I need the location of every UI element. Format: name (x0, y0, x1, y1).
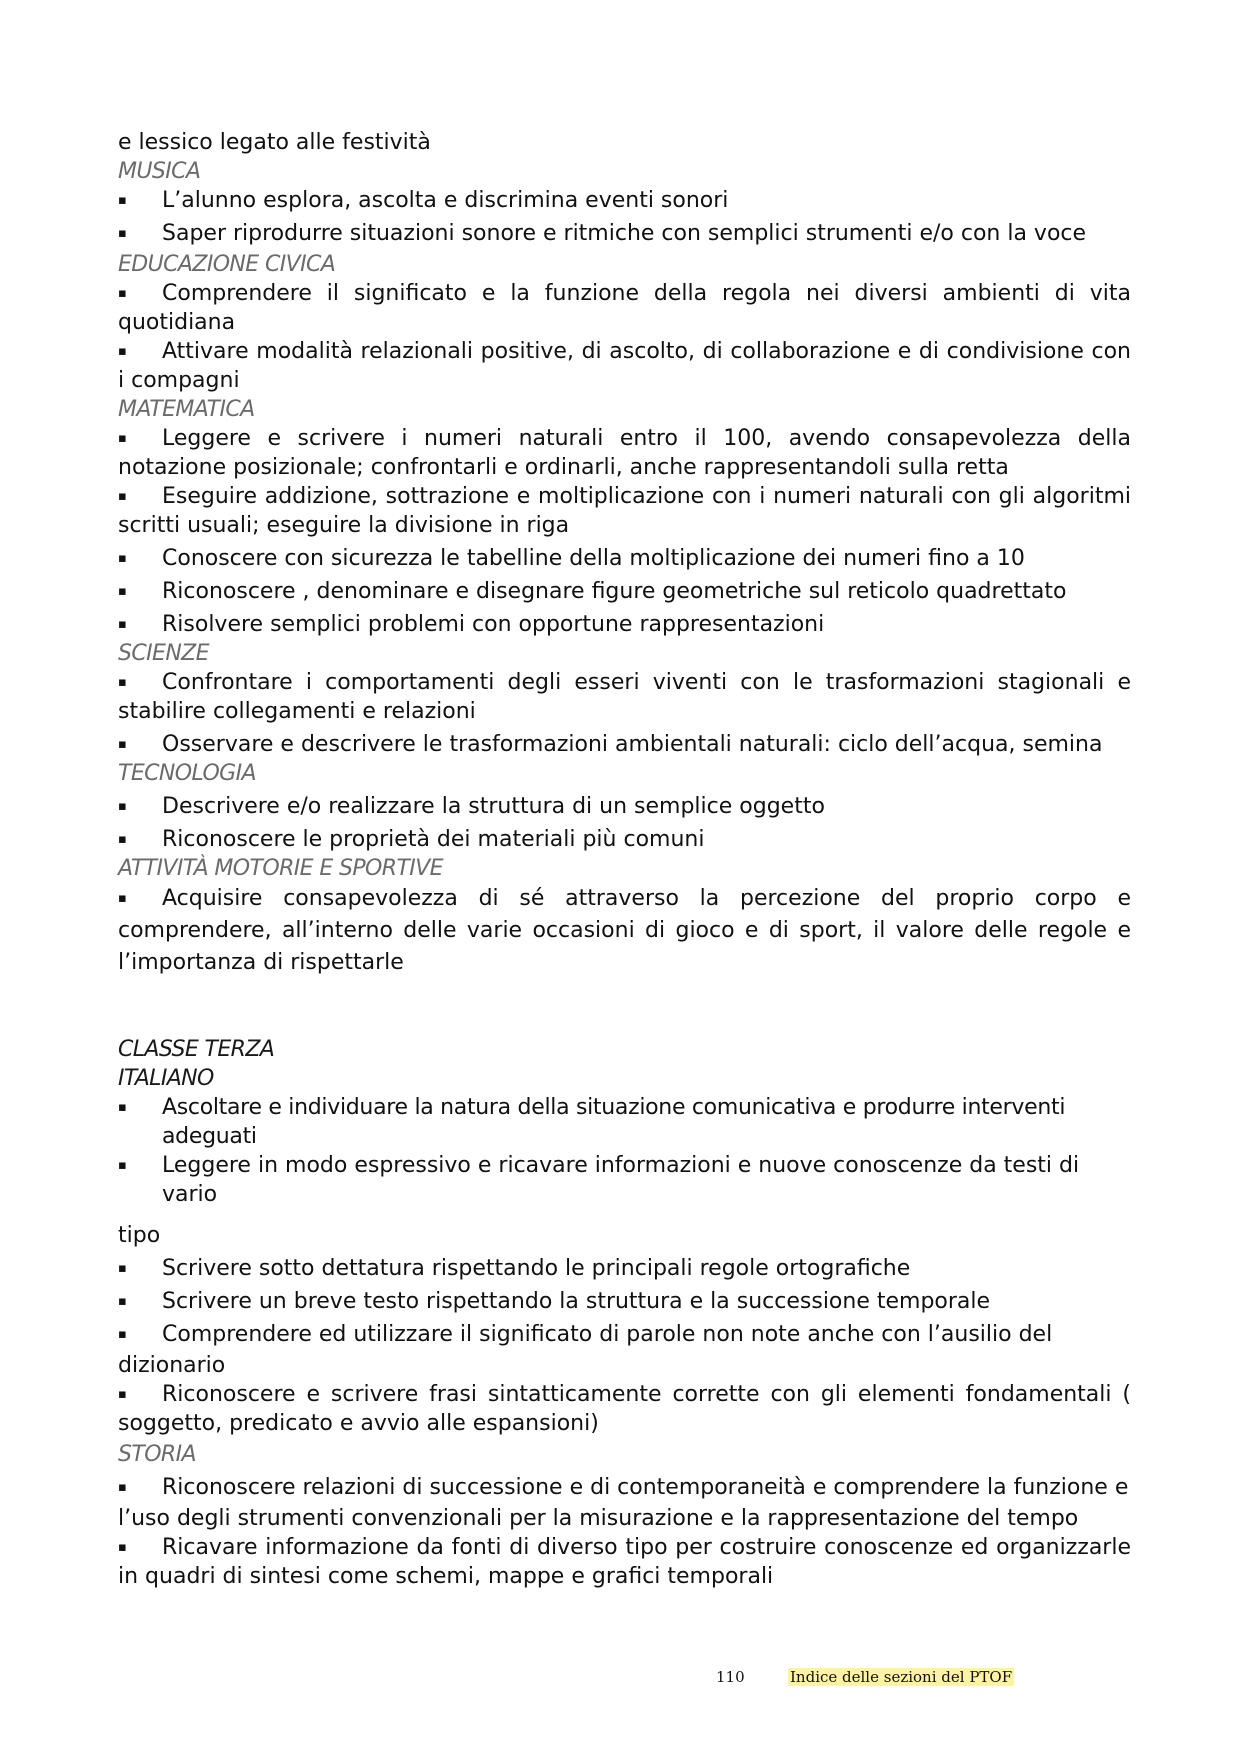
list-item: ▪ Risolvere semplici problemi con opportune rappresentazioni (118, 612, 825, 637)
list-item: ▪ Ascoltare e individuare la natura della situazione comunicativa e produrre interventi adeguati (118, 1095, 1066, 1149)
intro-line: e lessico legato alle festività (118, 130, 431, 155)
heading-tecnologia: TECNOLOGIA (118, 761, 256, 786)
list-item: ▪ Eseguire addizione, sottrazione e moltiplicazione con i numeri naturali con gli algoritmi scritti usuali; eseguire la divisione in riga (118, 484, 1131, 538)
heading-scienze: SCIENZE (118, 641, 209, 666)
list-item: ▪ Attivare modalità relazionali positive, di ascolto, di collaborazione e di condivisione con i compagni (118, 339, 1131, 393)
bullet-icon: ▪ (118, 1261, 127, 1276)
list-item: ▪ Riconoscere , denominare e disegnare figure geometriche sul reticolo quadrettato (118, 579, 1067, 604)
list-item: ▪ Ricavare informazione da fonti di diverso tipo per costruire conoscenze ed organizzarle in quadri di sintesi come schemi, mappe e grafici temporali (118, 1535, 1131, 1589)
heading-attivita-motorie: ATTIVITÀ MOTORIE E SPORTIVE (118, 856, 443, 881)
page-number: 110 (716, 1668, 745, 1686)
list-item: ▪ Osservare e descrivere le trasformazioni ambientali naturali: ciclo dell’acqua, semina (118, 732, 1103, 757)
bullet-icon: ▪ (118, 1294, 127, 1309)
heading-matematica: MATEMATICA (118, 397, 255, 422)
bullet-icon: ▪ (118, 1100, 127, 1115)
continuation-line: tipo (118, 1223, 161, 1248)
bullet-icon: ▪ (118, 1480, 127, 1495)
list-item: ▪ Descrivere e/o realizzare la struttura di un semplice oggetto (118, 794, 825, 819)
bullet-icon: ▪ (118, 1540, 127, 1555)
bullet-icon: ▪ (118, 344, 127, 359)
list-item: ▪ Conoscere con sicurezza le tabelline della moltiplicazione dei numeri fino a 10 (118, 546, 1025, 571)
index-link[interactable]: Indice delle sezioni del PTOF (790, 1668, 1013, 1686)
list-item: ▪ Comprendere il significato e la funzione della regola nei diversi ambienti di vita quotidiana (118, 281, 1131, 335)
bullet-icon: ▪ (118, 1327, 127, 1342)
list-item: ▪ Riconoscere relazioni di successione e di contemporaneità e comprendere la funzione e (118, 1475, 1129, 1500)
list-item: ▪ Riconoscere e scrivere frasi sintatticamente corrette con gli elementi fondamentali ( soggetto, predicato e avvio alle espansioni) (118, 1382, 1131, 1436)
bullet-icon: ▪ (118, 891, 127, 906)
bullet-icon: ▪ (118, 226, 127, 241)
bullet-icon: ▪ (118, 1387, 127, 1402)
bullet-icon: ▪ (118, 799, 127, 814)
list-item: ▪ Riconoscere le proprietà dei materiali più comuni (118, 827, 705, 852)
heading-classe-terza: CLASSE TERZA (118, 1037, 275, 1062)
list-item: ▪ Leggere in modo espressivo e ricavare informazioni e nuove conoscenze da testi di vario (118, 1153, 1080, 1207)
list-item: ▪ Acquisire consapevolezza di sé attraverso la percezione del proprio corpo e comprendere, all’interno delle varie occasioni di gioco e di sport, il valore delle regole e l’importanza di rispettarle (118, 883, 1131, 979)
bullet-icon: ▪ (118, 286, 127, 301)
list-item: ▪ Scrivere un breve testo rispettando la struttura e la successione temporale (118, 1289, 991, 1314)
heading-italiano: ITALIANO (118, 1066, 214, 1091)
bullet-icon: ▪ (118, 737, 127, 752)
list-item: ▪ Comprendere ed utilizzare il significato di parole non note anche con l’ausilio del (118, 1322, 1053, 1347)
bullet-icon: ▪ (118, 617, 127, 632)
continuation-line: l’uso degli strumenti convenzionali per la misurazione e la rappresentazione del tempo (118, 1506, 1079, 1531)
list-item: ▪ Leggere e scrivere i numeri naturali entro il 100, avendo consapevolezza della notazione posizionale; confrontarli e ordinarli, anche rappresentandoli sulla retta (118, 426, 1131, 480)
bullet-icon: ▪ (118, 675, 127, 690)
bullet-icon: ▪ (118, 584, 127, 599)
heading-educazione-civica: EDUCAZIONE CIVICA (118, 252, 336, 277)
bullet-icon: ▪ (118, 431, 127, 446)
continuation-line: dizionario (118, 1353, 226, 1378)
list-item: ▪ L’alunno esplora, ascolta e discrimina eventi sonori (118, 188, 729, 213)
bullet-icon: ▪ (118, 832, 127, 847)
document-body (118, 128, 1131, 1591)
bullet-icon: ▪ (118, 489, 127, 504)
bullet-icon: ▪ (118, 551, 127, 566)
bullet-icon: ▪ (118, 193, 127, 208)
heading-storia: STORIA (118, 1442, 196, 1467)
heading-musica: MUSICA (118, 159, 201, 184)
bullet-icon: ▪ (118, 1158, 127, 1173)
list-item: ▪ Saper riprodurre situazioni sonore e ritmiche con semplici strumenti e/o con la voce (118, 221, 1087, 246)
list-item: ▪ Confrontare i comportamenti degli esseri viventi con le trasformazioni stagionali e stabilire collegamenti e relazioni (118, 670, 1131, 724)
list-item: ▪ Scrivere sotto dettatura rispettando le principali regole ortografiche (118, 1256, 911, 1281)
